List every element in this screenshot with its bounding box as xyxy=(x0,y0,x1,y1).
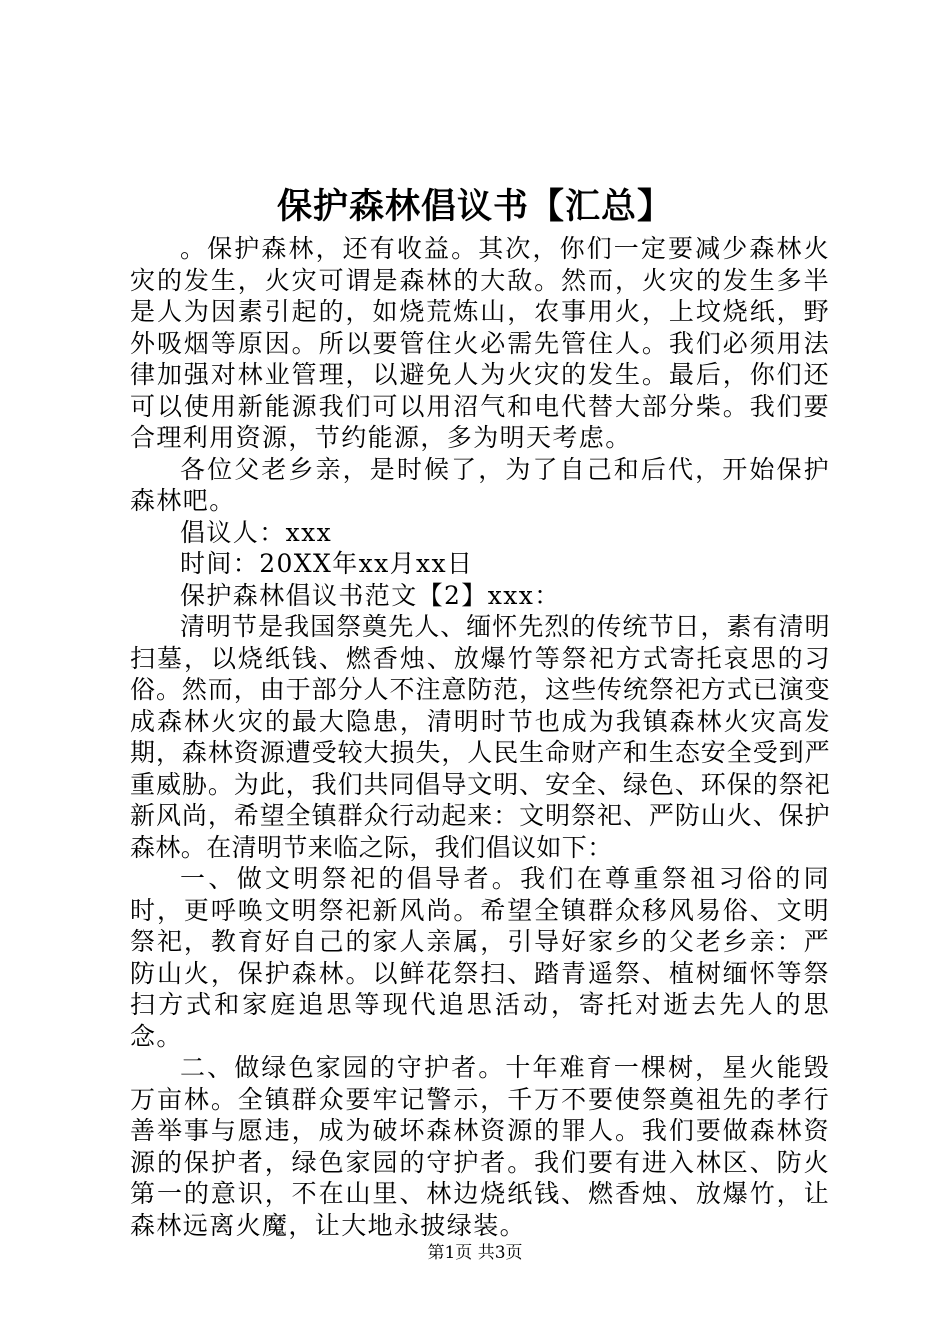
date-line: 时间：20XX年xx月xx日 xyxy=(180,549,474,578)
document-title: 保护森林倡议书【汇总】 xyxy=(276,186,673,227)
paragraph-2: 各位父老乡亲，是时候了，为了自己和后代，开始保护森林吧。 xyxy=(130,454,830,515)
paragraph-5: 二、做绿色家园的守护者。十年难育一棵树，星火能毁万亩林。全镇群众要牢记警示，千万不要使祭奠祖先的孝行善举事与愿违，成为破坏森林资源的罪人。我们要做森林资源的保护者，绿色家园的守护者。我们要有进入林区、防火第一的意识，不在山里、林边烧纸钱、燃香烛、放爆竹，让森林远离火魔，让大地永披绿装。 xyxy=(130,1053,830,1240)
page-footer: 第1页 共3页 xyxy=(427,1243,523,1263)
paragraph-1: 。保护森林，还有收益。其次，你们一定要减少森林火灾的发生，火灾可谓是森林的大敌。然而，火灾的发生多半是人为因素引起的，如烧荒炼山，农事用火，上坟烧纸，野外吸烟等原因。所以要管住火必需先管住人。我们必须用法律加强对林业管理，以避免人为火灾的发生。最后，你们还可以使用新能源我们可以用沼气和电代替大部分柴。我们要合理利用资源，节约能源，多为明天考虑。 xyxy=(130,234,830,452)
document-body xyxy=(130,233,830,1241)
section-heading: 保护森林倡议书范文【2】xxx： xyxy=(180,580,561,610)
paragraph-4: 一、做文明祭祀的倡导者。我们在尊重祭祖习俗的同时，更呼唤文明祭祀新风尚。希望全镇群众移风易俗、文明祭祀，教育好自己的家人亲属，引导好家乡的父老乡亲：严防山火，保护森林。以鲜花祭扫、踏青遥祭、植树缅怀等祭扫方式和家庭追思等现代追思活动，寄托对逝去先人的思念。 xyxy=(130,864,830,1051)
proposer-line: 倡议人：xxx xyxy=(180,517,333,547)
paragraph-3: 清明节是我国祭奠先人、缅怀先烈的传统节日，素有清明扫墓，以烧纸钱、燃香烛、放爆竹等祭祀方式寄托哀思的习俗。然而，由于部分人不注意防范，这些传统祭祀方式已演变成森林火灾的最大隐患，清明时节也成为我镇森林火灾高发期，森林资源遭受较大损失，人民生命财产和生态安全受到严重威胁。为此，我们共同倡导文明、安全、绿色、环保的祭祀新风尚，希望全镇群众行动起来：文明祭祀、严防山火、保护森林。在清明节来临之际，我们倡议如下： xyxy=(130,612,830,862)
